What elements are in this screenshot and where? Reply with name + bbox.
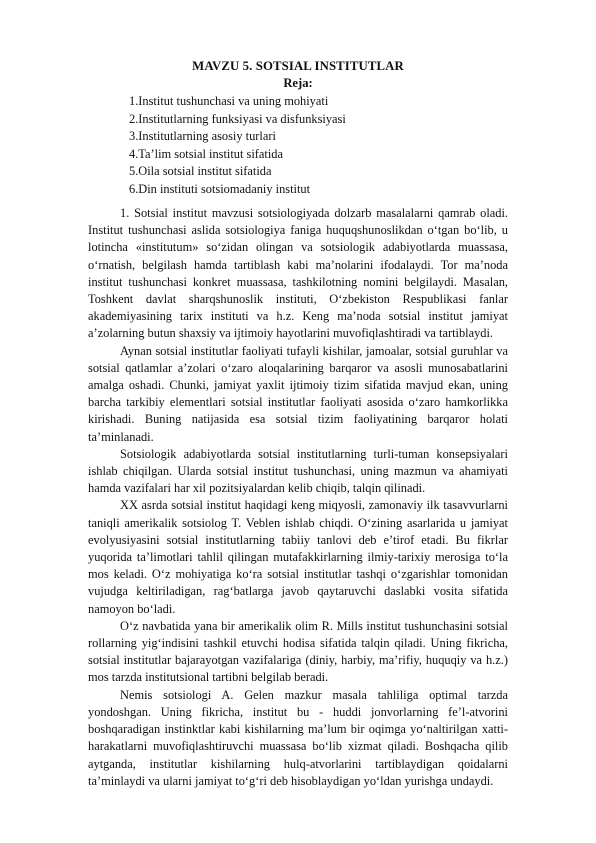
plan-item: 4.Ta’lim sotsial institut sifatida (129, 146, 283, 161)
body-paragraph: Aynan sotsial institutlar faoliyati tufayli kishilar, jamoalar, sotsial guruhlar va sotsial qatlamlar a’zolari o‘zaro aloqalarining barqaror va asosli munosabatlarini amalga oshadi. Chunki, jamiyat yaxlit ijtimoiy tizim sifatida mavjud ekan, uning barcha tarkibiy elementlari sotsial institutlar faoliyati asosida o‘zaro hamkorlikka kirishadi. Buning natijasida esa sotsial tizim faoliyatining barqaror holati ta’minlanadi. (88, 343, 508, 444)
body-paragraph: Sotsiologik adabiyotlarda sotsial institutlarning turli-tuman konsepsiyalari ishlab chiqilgan. Ularda sotsial institut tushunchasi, uning mazmun va ahamiyati hamda vazifalari har xil pozitsiyalardan kelib chiqib, talqin qilinadi. (88, 446, 508, 496)
plan-heading: Reja: (283, 76, 313, 90)
plan-list (129, 93, 549, 198)
body-paragraph: 1. Sotsial institut mavzusi sotsiologiyada dolzarb masalalarni qamrab oladi. Institut tushunchasi aslida sotsiologiya faniga huquqshunoslikdan o‘tgan bo‘lib, u lotincha «institutum» so‘zidan olingan va sotsiologik adabiyotlarda muassasa, o‘rnatish, belgilash hamda tartiblash kabi ma’nolarini ifodalaydi. Tor ma’noda institut tushunchasi konkret muassasa, tashkilotning nomini belgilaydi. Masalan, Toshkent davlat sharqshunoslik instituti, O‘zbekiston Respublikasi fanlar akademiyasining tarix instituti va h.z. Keng ma’noda sotsial institut jamiyat a’zolarning butun shaxsiy va ijtimoiy hayotlarini muvofiqlashtiradi va tartiblaydi. (88, 206, 508, 341)
plan-item: 2.Institutlarning funksiyasi va disfunksiyasi (129, 111, 346, 126)
document-body (88, 205, 508, 790)
plan-item: 5.Oila sotsial institut sifatida (129, 164, 272, 178)
plan-item: 6.Din instituti sotsiomadaniy institut (129, 181, 311, 196)
plan-item: 1.Institut tushunchasi va uning mohiyati (129, 94, 329, 108)
body-paragraph: Nemis sotsiologi A. Gelen mazkur masala tahliliga optimal tarzda yondoshgan. Uning fikricha, institut bu - huddi jonvorlarning fe’l-atvorini boshqaradigan instinktlar kabi kishilarning ma’lum bir oqimga yo‘naltirilgan xatti-harakatlarni muvofiqlashtiruvchi muassasa bo‘lib xizmat qiladi. Boshqacha qilib aytganda, institutlar kishilarning hulq-atvorlarini tartiblaydigan qoidalarni ta’minlaydi va ularni jamiyat to‘g‘ri deb hisoblaydigan yo‘ldan yurishga undaydi. (88, 687, 508, 788)
plan-item: 3.Institutlarning asosiy turlari (129, 129, 276, 143)
document-title: MAVZU 5. SOTSIAL INSTITUTLAR (192, 59, 404, 73)
body-paragraph: O‘z navbatida yana bir amerikalik olim R. Mills institut tushunchasini sotsial rollarning yig‘indisini tashkil etuvchi hodisa sifatida talqin qiladi. Uning fikricha, sotsial institutlar bajarayotgan vazifalariga (diniy, harbiy, ma’rifiy, huquqiy va h.z.) mos tarzda institutsional tartibni belgilab beradi. (88, 618, 508, 685)
body-paragraph: XX asrda sotsial institut haqidagi keng miqyosli, zamonaviy ilk tasavvurlarni taniqli amerikalik sotsiolog T. Veblen ishlab chiqdi. O‘zining asarlarida u jamiyat evolyusiyasini sotsial institutlarning tabiiy tanlovi deb e’tirof etadi. Bu fikrlar yuqorida ta’limotlari tahlil qilingan mutafakkirlarning ilmiy-tarixiy merosiga to‘la mos keladi. O‘z mohiyatiga ko‘ra sotsial institutlar tashqi o‘zgarishlar tomonidan vujudga keltiriladigan, rag‘batlarga javob qaytaruvchi daslabki vosita sifatida namoyon bo‘ladi. (88, 498, 508, 616)
